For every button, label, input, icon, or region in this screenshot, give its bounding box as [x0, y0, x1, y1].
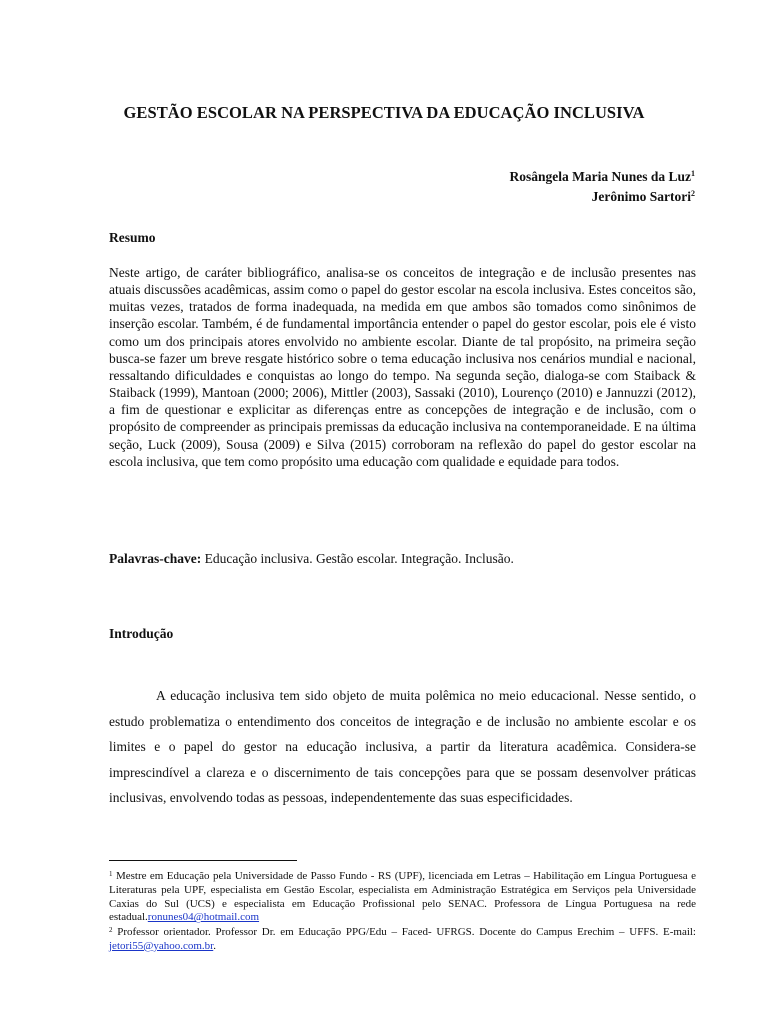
footnote-1-email-link[interactable]: ronunes04@hotmail.com [147, 911, 260, 924]
abstract-text: Neste artigo, de caráter bibliográfico, analisa-se os conceitos de integração e de inclusão presentes nas atuais discussões acadêmicas, assim como o papel do gestor escolar na escola inclusiva. Estes conceitos são, muitas vezes, tratados de forma inadequada, na medida em que ambos são tomados como sinônimos de inserção escolar. Também, é de fundamental importância entender o papel do gestor escolar, pois ele é visto como um dos principais atores envolvido no ambiente escolar. Diante de tal propósito, na primeira seção busca-se fazer um breve resgate histórico sobre o tema educação inclusiva nos cenários mundial e nacional, ressaltando dificuldades e conquistas ao longo do tempo. Na segunda seção, dialoga-se com Staiback & Staiback (1999), Mantoan (2000; 2006), Mittler (2003), Sassaki (2010), Lourenço (2010) e Jannuzzi (2012), a fim de questionar e explicitar as diferenças entre as concepções de integração e de inclusão, com o propósito de compreender as principais premissas da educação inclusiva na contemporaneidade. E na última seção, Luck (2009), Sousa (2009) e Silva (2015) corroboram na reflexão do papel do gestor escolar na escola inclusiva, que tem como propósito uma educação com qualidade e equidade para todos. [109, 265, 696, 469]
introduction-heading: Introdução [109, 626, 174, 641]
author-2-footnote-mark[interactable]: 2 [691, 189, 695, 198]
author-1-name: Rosângela Maria Nunes da Luz [509, 169, 691, 184]
keywords-label: Palavras-chave: [109, 551, 202, 566]
footnote-2-email-link[interactable]: jetori55@yahoo.com.br [109, 939, 214, 952]
footnote-separator [109, 860, 297, 861]
footnote-2-mark: 2 [109, 926, 113, 934]
author-block [509, 165, 695, 205]
abstract-heading: Resumo [109, 230, 156, 245]
footnote-1-mark: 1 [109, 870, 113, 878]
paper-title: GESTÃO ESCOLAR NA PERSPECTIVA DA EDUCAÇÃO INCLUSIVA [123, 103, 645, 122]
footnote-2 [109, 924, 696, 954]
footnote-1 [109, 868, 696, 925]
keywords-text: Educação inclusiva. Gestão escolar. Integração. Inclusão. [201, 551, 514, 566]
introduction-paragraph: A educação inclusiva tem sido objeto de muita polêmica no meio educacional. Nesse sentido, o estudo problematiza o entendimento dos conceitos de integração e de inclusão no ambiente escolar e os limites e o papel do gestor na educação inclusiva, a partir da literatura acadêmica. Considera-se imprescindível a clareza e o discernimento de tais concepções para que se possam desenvolver práticas inclusivas, envolvendo todas as pessoas, independentemente das suas especificidades. [109, 688, 696, 806]
footnote-1-text: Mestre em Educação pela Universidade de Passo Fundo - RS (UPF), licenciada em Letras – Habilitação em Língua Portuguesa e Literaturas pela UPF, especialista em Gestão Escolar, especialista em Administração Estratégica em Serviços pela Universidade Caxias do Sul (UCS) e especialista em Educação Profissional pelo SENAC. Professora de Língua Portuguesa na rede estadual. [109, 870, 696, 924]
author-2 [509, 185, 695, 205]
author-1 [509, 165, 695, 185]
author-2-name: Jerônimo Sartori [591, 189, 691, 204]
keywords-line [109, 551, 514, 567]
footnote-2-text: Professor orientador. Professor Dr. em Educação PPG/Edu – Faced- UFRGS. Docente do Campus Erechim – UFFS. E-mail: [112, 926, 696, 938]
footnote-2-after: . [213, 939, 216, 952]
author-1-footnote-mark[interactable]: 1 [691, 169, 695, 178]
